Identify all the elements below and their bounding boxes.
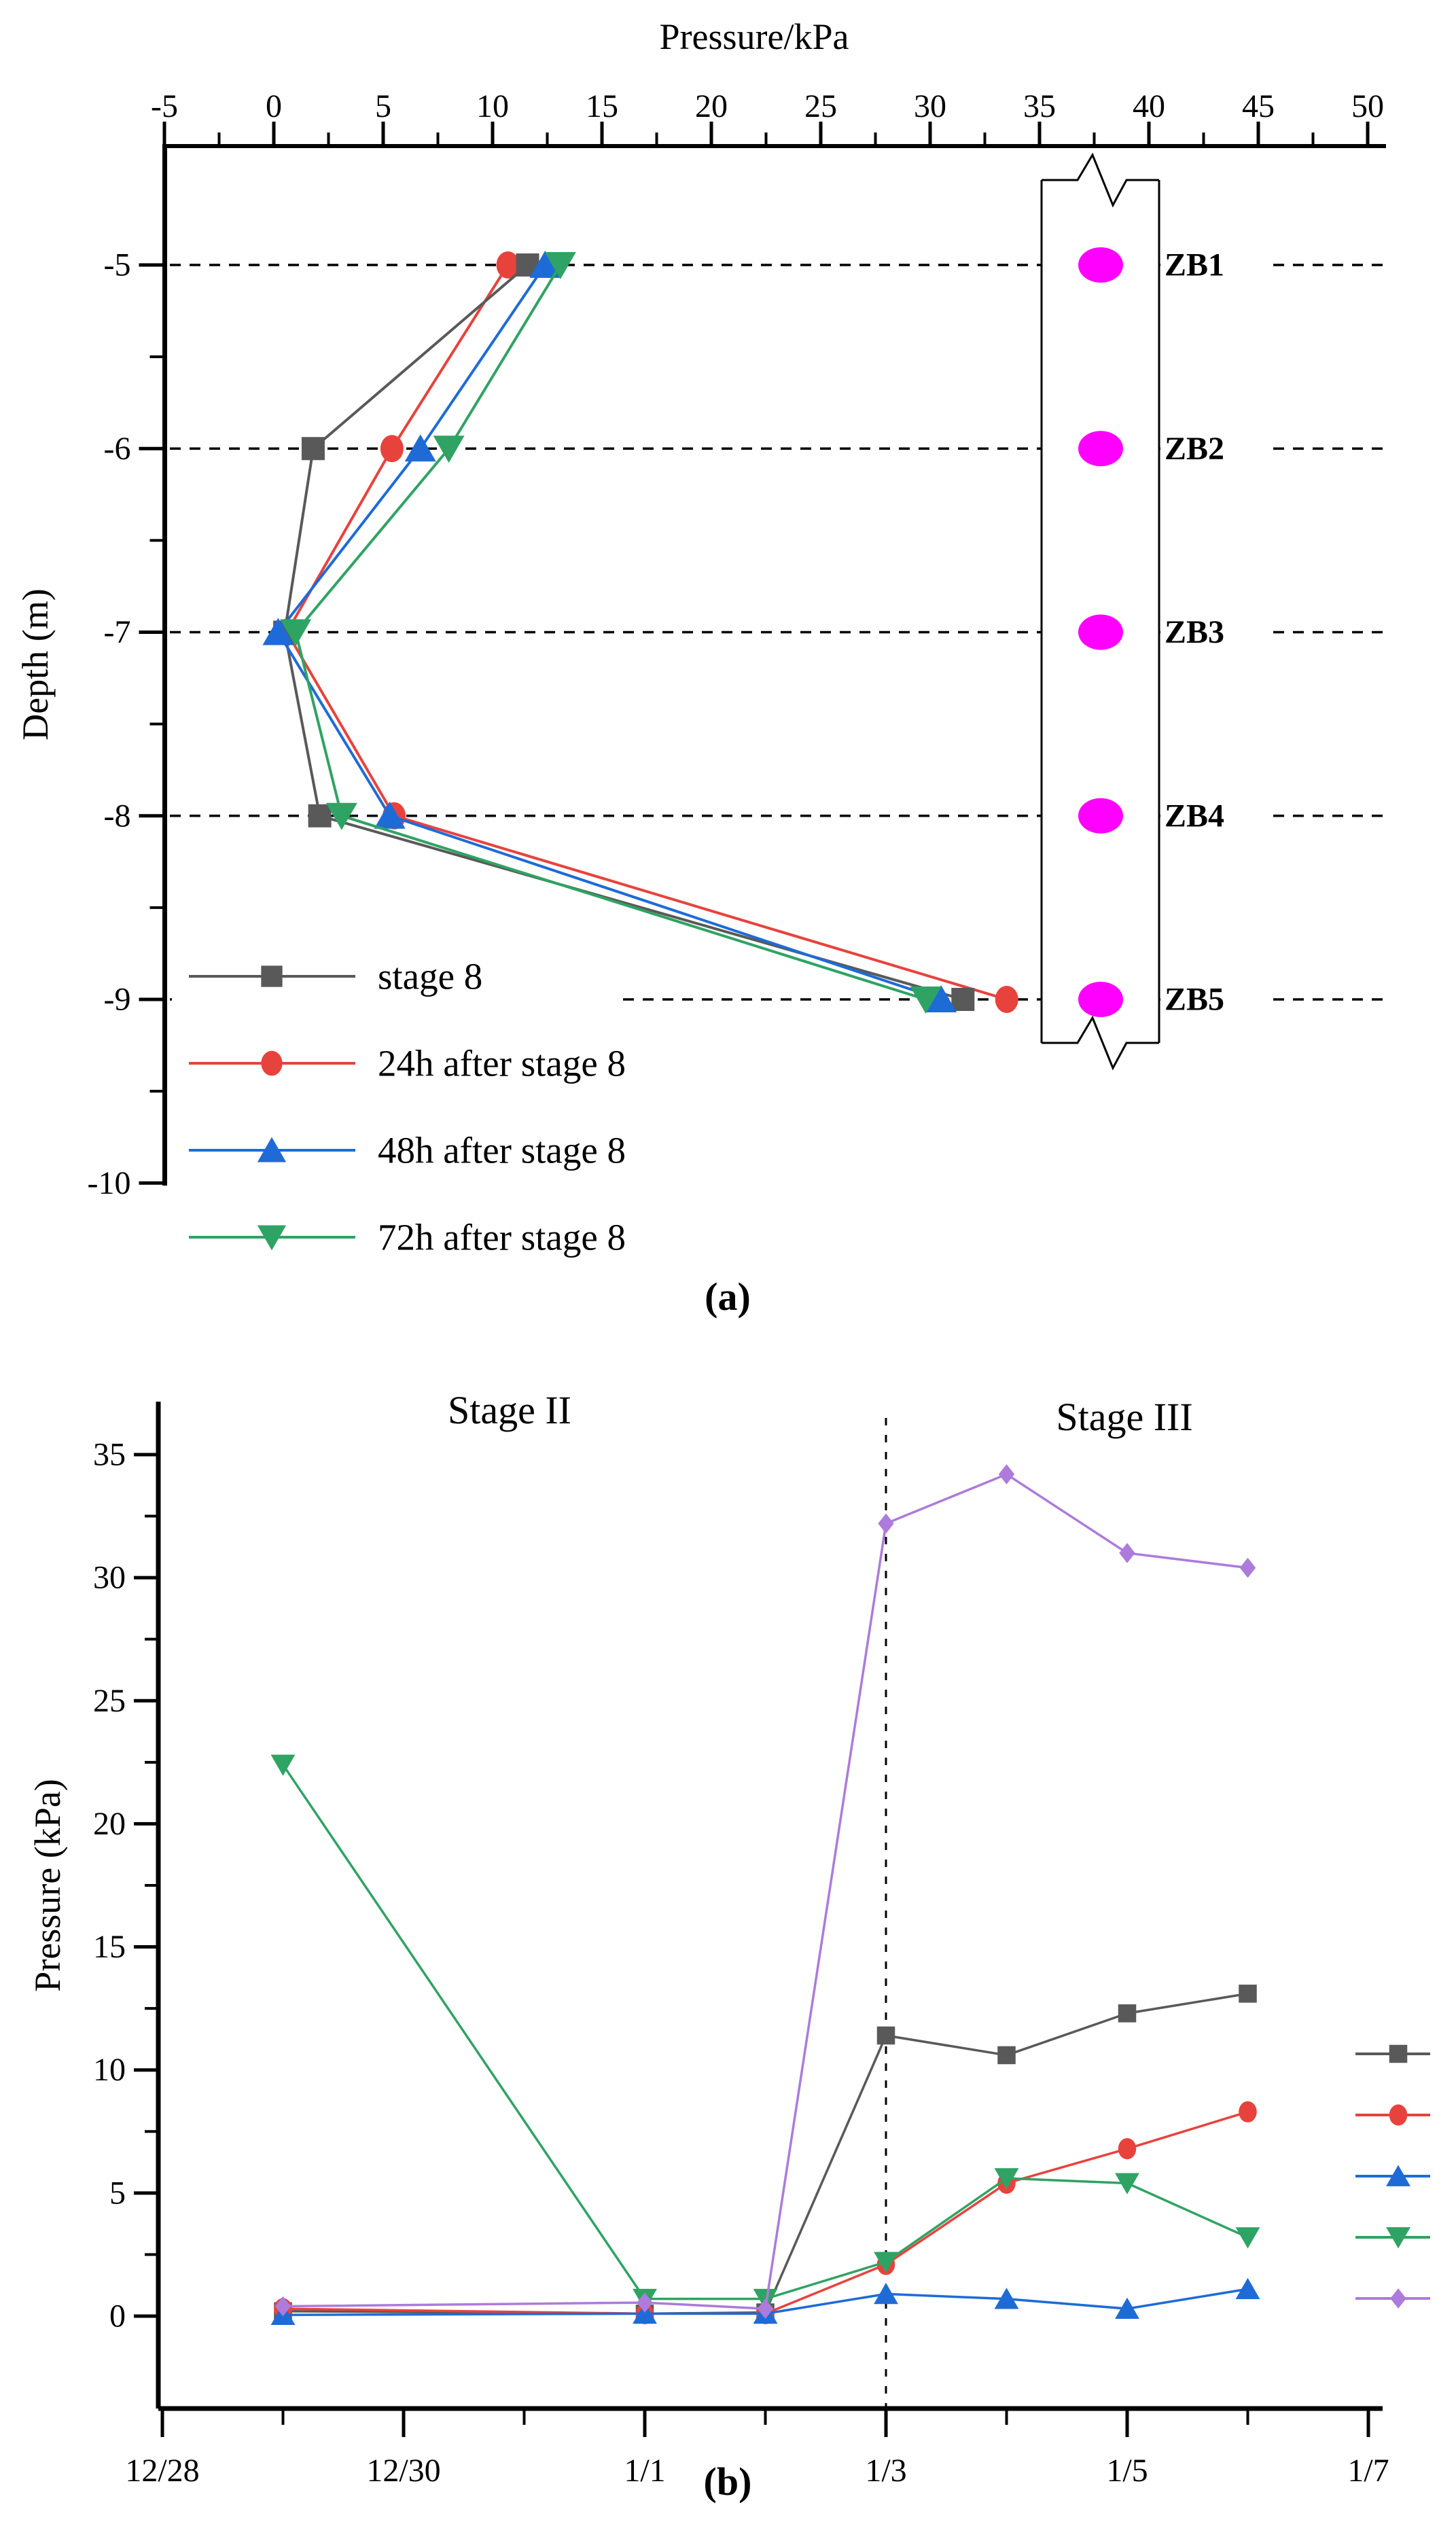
data-point: [1119, 1543, 1135, 1563]
series-line-purple-diamond: [283, 1474, 1248, 2309]
panel-a-y-axis-title: Depth (m): [15, 588, 56, 741]
pile-label: ZB4: [1165, 798, 1225, 834]
y-tick-label: 15: [93, 1929, 126, 1966]
data-point: [1240, 1558, 1256, 1578]
x-tick-label: 1/7: [1347, 2453, 1389, 2489]
legend-marker: [261, 1051, 282, 1076]
sensor-dot: [1078, 431, 1123, 466]
sensor-dot: [1078, 615, 1123, 650]
data-point: [951, 988, 974, 1011]
y-tick-label: 25: [93, 1682, 126, 1719]
x-tick-label: 5: [375, 88, 391, 124]
pile-body: [1042, 180, 1159, 1043]
legend-label: stage 8: [378, 955, 483, 997]
legend-marker: [261, 965, 282, 987]
x-tick-label: 0: [266, 88, 282, 124]
y-tick-label: 20: [93, 1805, 126, 1842]
y-tick-label: -9: [103, 981, 131, 1018]
y-tick-label: -10: [87, 1165, 131, 1201]
data-point: [1118, 2138, 1137, 2159]
panel-a-caption: (a): [705, 1275, 751, 1319]
y-tick-label: -8: [103, 798, 131, 834]
y-tick-label: 35: [93, 1436, 126, 1473]
x-tick-label: 15: [586, 88, 618, 124]
data-point: [878, 1514, 893, 1534]
panel-b-legend-markers: [1355, 2045, 1430, 2309]
x-tick-label: 12/28: [125, 2453, 200, 2489]
y-tick-label: -6: [103, 430, 131, 467]
panel-a-legend: [172, 940, 626, 1279]
data-point: [433, 436, 465, 463]
data-point: [271, 1755, 296, 1776]
panel-b-caption: (b): [703, 2459, 752, 2504]
data-point: [997, 2046, 1016, 2065]
y-tick-label: 0: [109, 2298, 126, 2334]
panel-a-x-axis-title: Pressure/kPa: [659, 16, 849, 57]
x-tick-label: -5: [151, 88, 178, 124]
series-line-green-triangle-down: [283, 1764, 1248, 2298]
legend-label: 72h after stage 8: [378, 1216, 626, 1258]
x-tick-label: 30: [914, 88, 946, 124]
x-tick-label: 45: [1242, 88, 1275, 124]
data-point: [1118, 2004, 1137, 2023]
x-tick-label: 1/5: [1106, 2453, 1148, 2489]
panel-b-series: [271, 1464, 1260, 2325]
pile-label: ZB1: [1165, 247, 1225, 283]
sensor-dot: [1078, 247, 1123, 283]
x-tick-label: 50: [1351, 88, 1384, 124]
x-tick-label: 12/30: [366, 2453, 441, 2489]
x-tick-label: 1/3: [865, 2453, 907, 2489]
pile-label: ZB5: [1165, 981, 1225, 1018]
panel-b-time-series-chart: [0, 1332, 1456, 2541]
stage-ii-label: Stage II: [448, 1388, 571, 1432]
y-tick-label: -5: [103, 247, 131, 283]
series-line-red-circle: [283, 2112, 1248, 2313]
x-tick-label: 25: [804, 88, 837, 124]
data-point: [995, 986, 1018, 1013]
pile-diagram: [1042, 155, 1268, 1068]
data-point: [302, 437, 325, 460]
data-point: [1239, 2101, 1257, 2122]
panel-b-y-axis-title: Pressure (kPa): [27, 1779, 68, 1992]
y-tick-label: 10: [93, 2052, 126, 2089]
data-point: [999, 1464, 1014, 1485]
y-tick-label: -7: [103, 614, 131, 650]
panel-b-axes: [93, 1402, 1389, 2489]
data-point: [1236, 2227, 1260, 2248]
data-point: [1236, 2278, 1260, 2299]
data-point: [380, 435, 404, 462]
legend-marker: [1389, 2045, 1408, 2063]
x-tick-label: 40: [1133, 88, 1165, 124]
series-line-gray-square: [283, 1993, 1248, 2313]
legend-marker: [1389, 2104, 1408, 2125]
data-point: [308, 804, 332, 828]
x-tick-label: 35: [1023, 88, 1056, 124]
stage-iii-label: Stage III: [1056, 1395, 1193, 1439]
legend-marker: [1390, 2288, 1406, 2309]
y-tick-label: 5: [109, 2175, 126, 2211]
pile-label: ZB2: [1165, 430, 1225, 467]
sensor-dot: [1078, 982, 1123, 1017]
x-tick-label: 10: [476, 88, 509, 124]
sensor-dot: [1078, 798, 1123, 834]
y-tick-label: 30: [93, 1559, 126, 1596]
data-point: [1239, 1985, 1257, 2003]
x-tick-label: 1/1: [624, 2453, 666, 2489]
x-tick-label: 20: [695, 88, 728, 124]
legend-label: 24h after stage 8: [378, 1042, 626, 1084]
data-point: [877, 2027, 895, 2045]
legend-label: 48h after stage 8: [378, 1129, 626, 1171]
pile-label: ZB3: [1165, 614, 1225, 650]
